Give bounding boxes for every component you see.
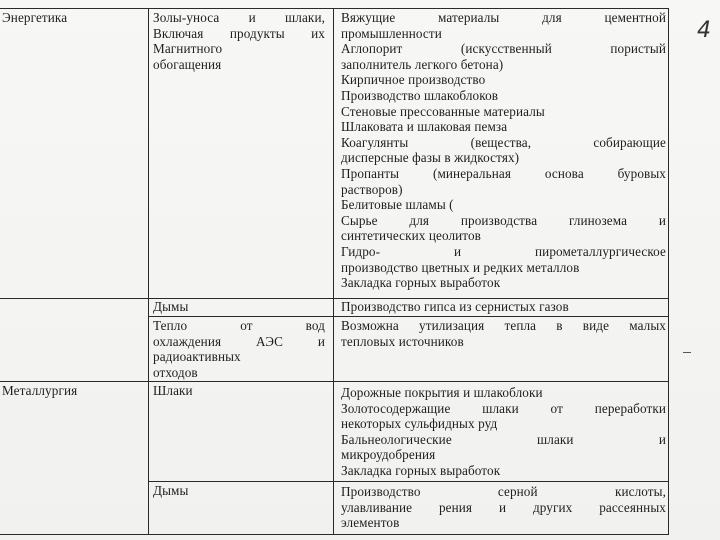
waste-cell xyxy=(153,318,325,380)
use-line: дисперсные фазы в жидкостях) xyxy=(341,150,520,166)
use-line: Закладка горных выработок xyxy=(341,462,501,478)
uses-cell xyxy=(341,484,666,531)
waste-line: обогащения xyxy=(153,56,222,72)
waste-cell xyxy=(153,383,325,399)
use-line: Сырье для производства глинозема и xyxy=(341,212,666,228)
use-line: Производство шлакоблоков xyxy=(341,87,499,103)
waste-line: Магнитного xyxy=(153,41,223,57)
waste-line: Шлаки xyxy=(153,383,193,398)
table-top-border xyxy=(0,8,668,9)
use-line: Гидро- и пирометаллургическое xyxy=(341,243,666,259)
industry-label: Энергетика xyxy=(2,10,68,25)
table-bottom-border xyxy=(0,534,668,535)
use-line: заполнитель легкого бетона) xyxy=(341,56,504,72)
use-line: Производство серной кислоты, xyxy=(341,484,666,499)
waste-line: отходов xyxy=(153,364,198,380)
use-line: Возможна утилизация тепла в виде малых xyxy=(341,318,666,333)
uses-cell xyxy=(341,318,666,349)
row-divider xyxy=(148,316,668,317)
use-line: Аглопорит (искусственный пористый xyxy=(341,41,666,57)
use-line: Бальнеологические шлаки и xyxy=(341,431,666,447)
table-right-border xyxy=(668,8,669,535)
use-line: Производство гипса из сернистых газов xyxy=(341,299,569,314)
column-divider xyxy=(333,8,334,535)
use-line: Кирпичное производство xyxy=(341,72,486,88)
waste-line: Включая продукты их xyxy=(153,25,325,41)
industry-cell xyxy=(2,383,142,399)
industry-cell xyxy=(2,10,142,26)
use-line: промышленности xyxy=(341,25,442,41)
waste-line: радиоактивных xyxy=(153,349,241,365)
margin-mark xyxy=(683,352,691,353)
column-divider xyxy=(148,8,149,535)
uses-cell xyxy=(341,299,666,315)
industry-label: Металлургия xyxy=(2,383,78,398)
waste-cell xyxy=(153,483,325,499)
use-line: микроудобрения xyxy=(341,447,436,463)
uses-cell xyxy=(341,10,666,291)
use-line: Коагулянты (вещества, собирающие xyxy=(341,134,666,150)
use-line: некоторых сульфидных руд xyxy=(341,416,498,432)
waste-line: Золы-уноса и шлаки, xyxy=(153,10,325,25)
uses-cell xyxy=(341,385,666,479)
waste-line: Дымы xyxy=(153,483,189,498)
use-line: производство цветных и редких металлов xyxy=(341,259,580,275)
use-line: Стеновые прессованные материалы xyxy=(341,103,545,119)
waste-line: Тепло от вод xyxy=(153,318,325,333)
waste-cell xyxy=(153,299,325,315)
row-divider xyxy=(0,381,668,382)
use-line: тепловых источников xyxy=(341,333,464,349)
use-line: растворов) xyxy=(341,181,403,197)
use-line: синтетических цеолитов xyxy=(341,228,482,244)
waste-line: Дымы xyxy=(153,299,189,314)
page-number: 4 xyxy=(697,18,711,43)
use-line: Дорожные покрытия и шлакоблоки xyxy=(341,385,543,400)
use-line: Вяжущие материалы для цементной xyxy=(341,10,666,25)
use-line: Белитовые шламы ( xyxy=(341,197,454,213)
use-line: улавливание рения и других рассеянных xyxy=(341,499,666,515)
use-line: Шлаковата и шлаковая пемза xyxy=(341,119,508,135)
use-line: Пропанты (минеральная основа буровых xyxy=(341,165,666,181)
use-line: Золотосодержащие шлаки от переработки xyxy=(341,400,666,416)
use-line: Закладка горных выработок xyxy=(341,275,501,291)
use-line: элементов xyxy=(341,515,400,531)
row-divider xyxy=(148,481,668,482)
waste-line: охлаждения АЭС и xyxy=(153,333,325,349)
waste-cell xyxy=(153,10,325,72)
